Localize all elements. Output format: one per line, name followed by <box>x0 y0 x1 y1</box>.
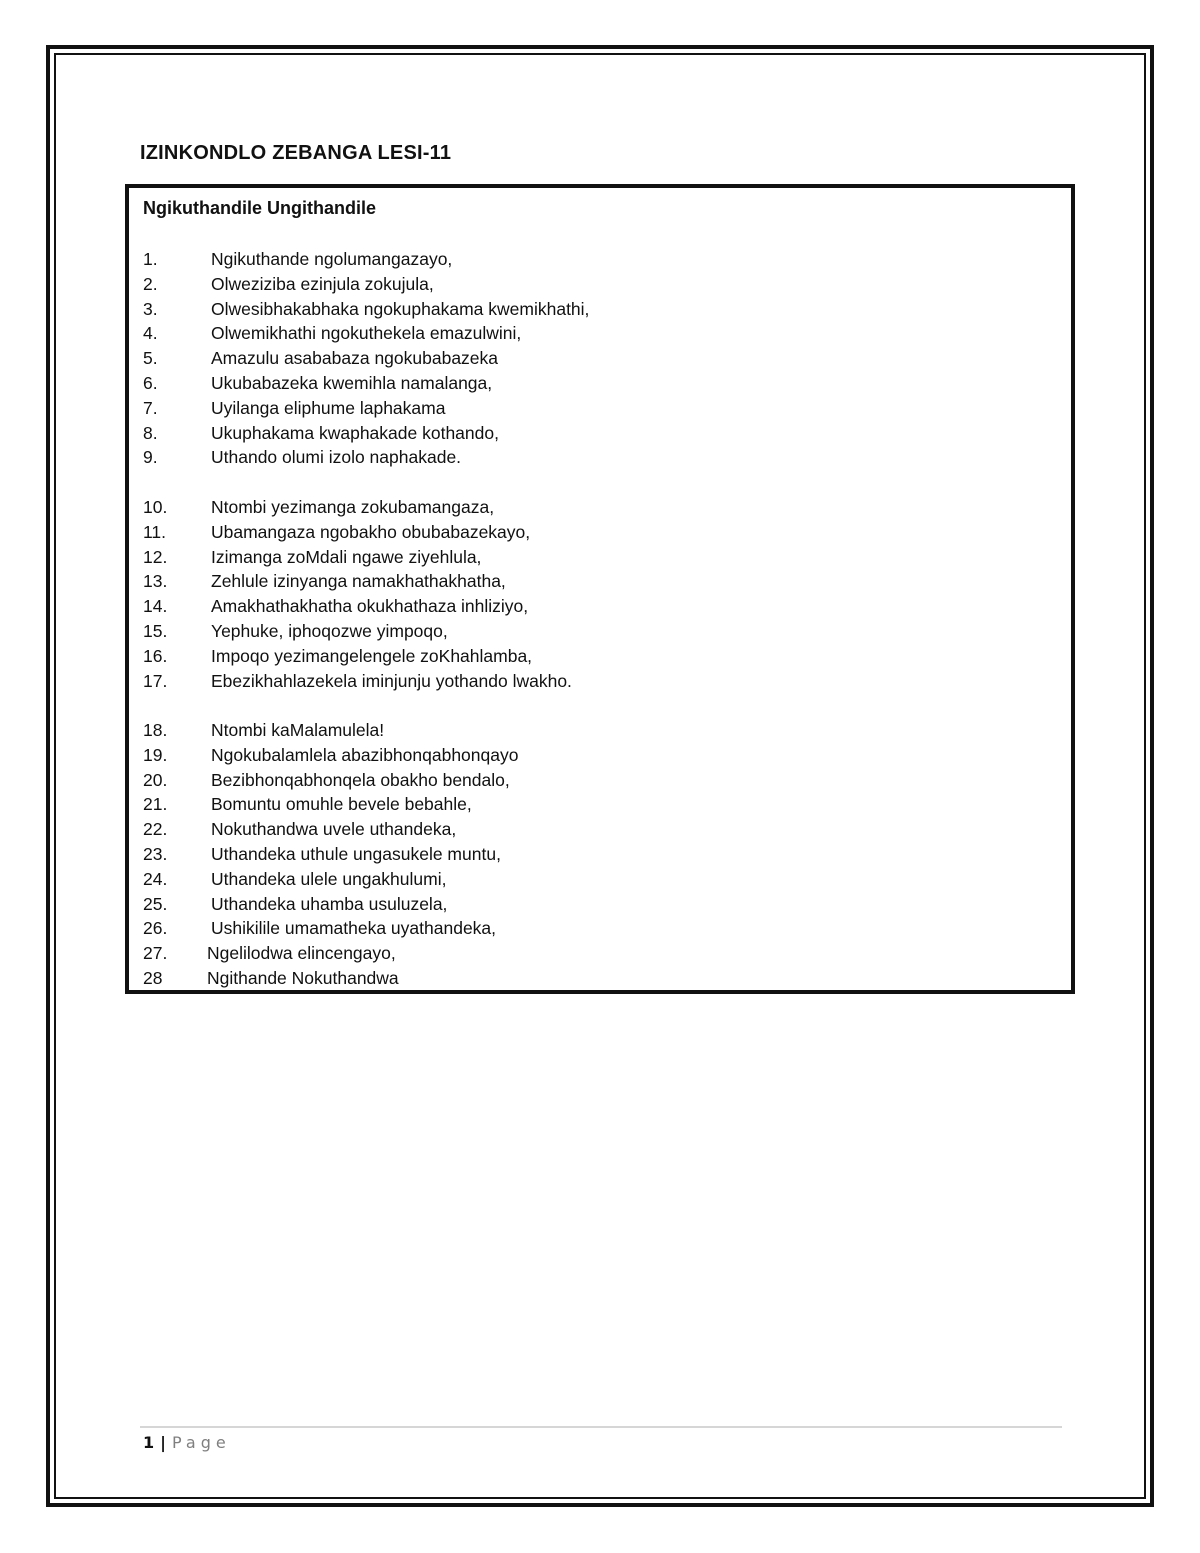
line-number: 28 <box>143 967 163 988</box>
line-text: Ubamangaza ngobakho obubabazekayo, <box>211 521 531 542</box>
line-text: Ntombi yezimanga zokubamangaza, <box>211 497 495 517</box>
line-text: Bomuntu omuhle bevele bebahle, <box>211 794 472 815</box>
line-text: Uthandeka uhamba usuluzela, <box>211 893 448 914</box>
poem-line <box>143 346 589 371</box>
poem-box <box>125 184 1075 994</box>
line-text: Ngokubalamlela abazibhonqabhonqayo <box>211 744 519 765</box>
line-number: 3. <box>143 298 158 319</box>
document-title: IZINKONDLO ZEBANGA LESI-11 <box>140 142 452 164</box>
line-number: 13. <box>143 571 168 592</box>
line-number: 4. <box>143 323 158 344</box>
line-text: Ngikuthande ngolumangazayo, <box>211 249 453 269</box>
poem-line <box>143 817 518 842</box>
line-text: Uyilanga eliphume laphakama <box>211 397 446 418</box>
line-text: Uthando olumi izolo naphakade. <box>211 447 462 468</box>
line-number: 1. <box>143 249 158 269</box>
line-text: Amazulu asababaza ngokubabazeka <box>211 348 499 369</box>
line-number: 20. <box>143 769 168 790</box>
poem-line <box>143 495 572 520</box>
line-number: 21. <box>143 794 168 815</box>
page-separator: | <box>160 1433 166 1452</box>
poem-line <box>143 445 589 470</box>
page-label: Page <box>171 1433 231 1452</box>
poem-line <box>143 916 518 941</box>
poem-line <box>143 941 518 966</box>
poem-title: Ngikuthandile Ungithandile <box>143 198 376 218</box>
line-text: Ukubabazeka kwemihla namalanga, <box>211 372 493 393</box>
line-number: 22. <box>143 819 168 840</box>
poem-line <box>143 892 518 917</box>
line-text: Amakhathakhatha okukhathaza inhliziyo, <box>211 596 529 617</box>
poem-line <box>143 768 518 793</box>
poem-line <box>143 247 589 272</box>
line-number: 27. <box>143 943 168 964</box>
poem-line <box>143 867 518 892</box>
line-text: Uthandeka ulele ungakhulumi, <box>211 868 447 889</box>
poem-line <box>143 644 572 669</box>
poem-line <box>143 594 572 619</box>
line-text: Olwesibhakabhaka ngokuphakama kwemikhathi, <box>211 298 590 319</box>
line-text: Ebezikhahlazekela iminjunju yothando lwakho. <box>211 670 572 691</box>
line-number: 18. <box>143 720 168 740</box>
poem-line <box>143 619 572 644</box>
line-number: 25. <box>143 893 168 914</box>
page-number: 1 <box>143 1433 155 1452</box>
line-number: 8. <box>143 422 158 443</box>
stanza-3 <box>143 718 518 991</box>
line-text: Ukuphakama kwaphakade kothando, <box>211 422 499 443</box>
poem-line <box>143 718 518 743</box>
poem-line <box>143 545 572 570</box>
line-text: Izimanga zoMdali ngawe ziyehlula, <box>211 546 482 567</box>
line-text: Zehlule izinyanga namakhathakhatha, <box>211 571 506 592</box>
line-text: Nokuthandwa uvele uthandeka, <box>211 819 457 840</box>
line-number: 23. <box>143 843 168 864</box>
line-number: 16. <box>143 645 168 666</box>
poem-line <box>143 669 572 694</box>
line-number: 24. <box>143 868 168 889</box>
poem-line <box>143 792 518 817</box>
line-number: 19. <box>143 744 168 765</box>
line-number: 10. <box>143 497 168 517</box>
line-text: Olweziziba ezinjula zokujula, <box>211 273 434 294</box>
line-text: Olwemikhathi ngokuthekela emazulwini, <box>211 323 522 344</box>
poem-line <box>143 569 572 594</box>
line-number: 12. <box>143 546 168 567</box>
line-text: Ngelilodwa elincengayo, <box>207 943 396 964</box>
poem-line <box>143 520 572 545</box>
stanza-1 <box>143 247 589 470</box>
line-number: 11. <box>143 521 167 542</box>
line-text: Yephuke, iphoqozwe yimpoqo, <box>211 620 448 641</box>
line-number: 6. <box>143 372 158 393</box>
poem-line <box>143 297 589 322</box>
line-text: Impoqo yezimangelengele zoKhahlamba, <box>211 645 533 666</box>
stanza-2 <box>143 495 572 693</box>
poem-line <box>143 396 589 421</box>
line-text: Uthandeka uthule ungasukele muntu, <box>211 843 501 864</box>
line-number: 17. <box>143 670 168 691</box>
line-number: 5. <box>143 348 158 369</box>
line-number: 2. <box>143 273 158 294</box>
line-text: Ngithande Nokuthandwa <box>207 967 399 988</box>
footer-divider <box>140 1426 1062 1428</box>
line-number: 9. <box>143 447 158 468</box>
line-number: 7. <box>143 397 158 418</box>
line-number: 15. <box>143 620 168 641</box>
poem-line <box>143 966 518 991</box>
poem-line <box>143 842 518 867</box>
poem-line <box>143 321 589 346</box>
line-text: Ushikilile umamatheka uyathandeka, <box>211 918 497 939</box>
poem-line <box>143 421 589 446</box>
line-number: 14. <box>143 596 168 617</box>
poem-line <box>143 272 589 297</box>
poem-line <box>143 371 589 396</box>
poem-line <box>143 743 518 768</box>
line-text: Ntombi kaMalamulela! <box>211 720 385 740</box>
page-footer <box>143 1433 231 1452</box>
line-number: 26. <box>143 918 168 939</box>
line-text: Bezibhonqabhonqela obakho bendalo, <box>211 769 510 790</box>
